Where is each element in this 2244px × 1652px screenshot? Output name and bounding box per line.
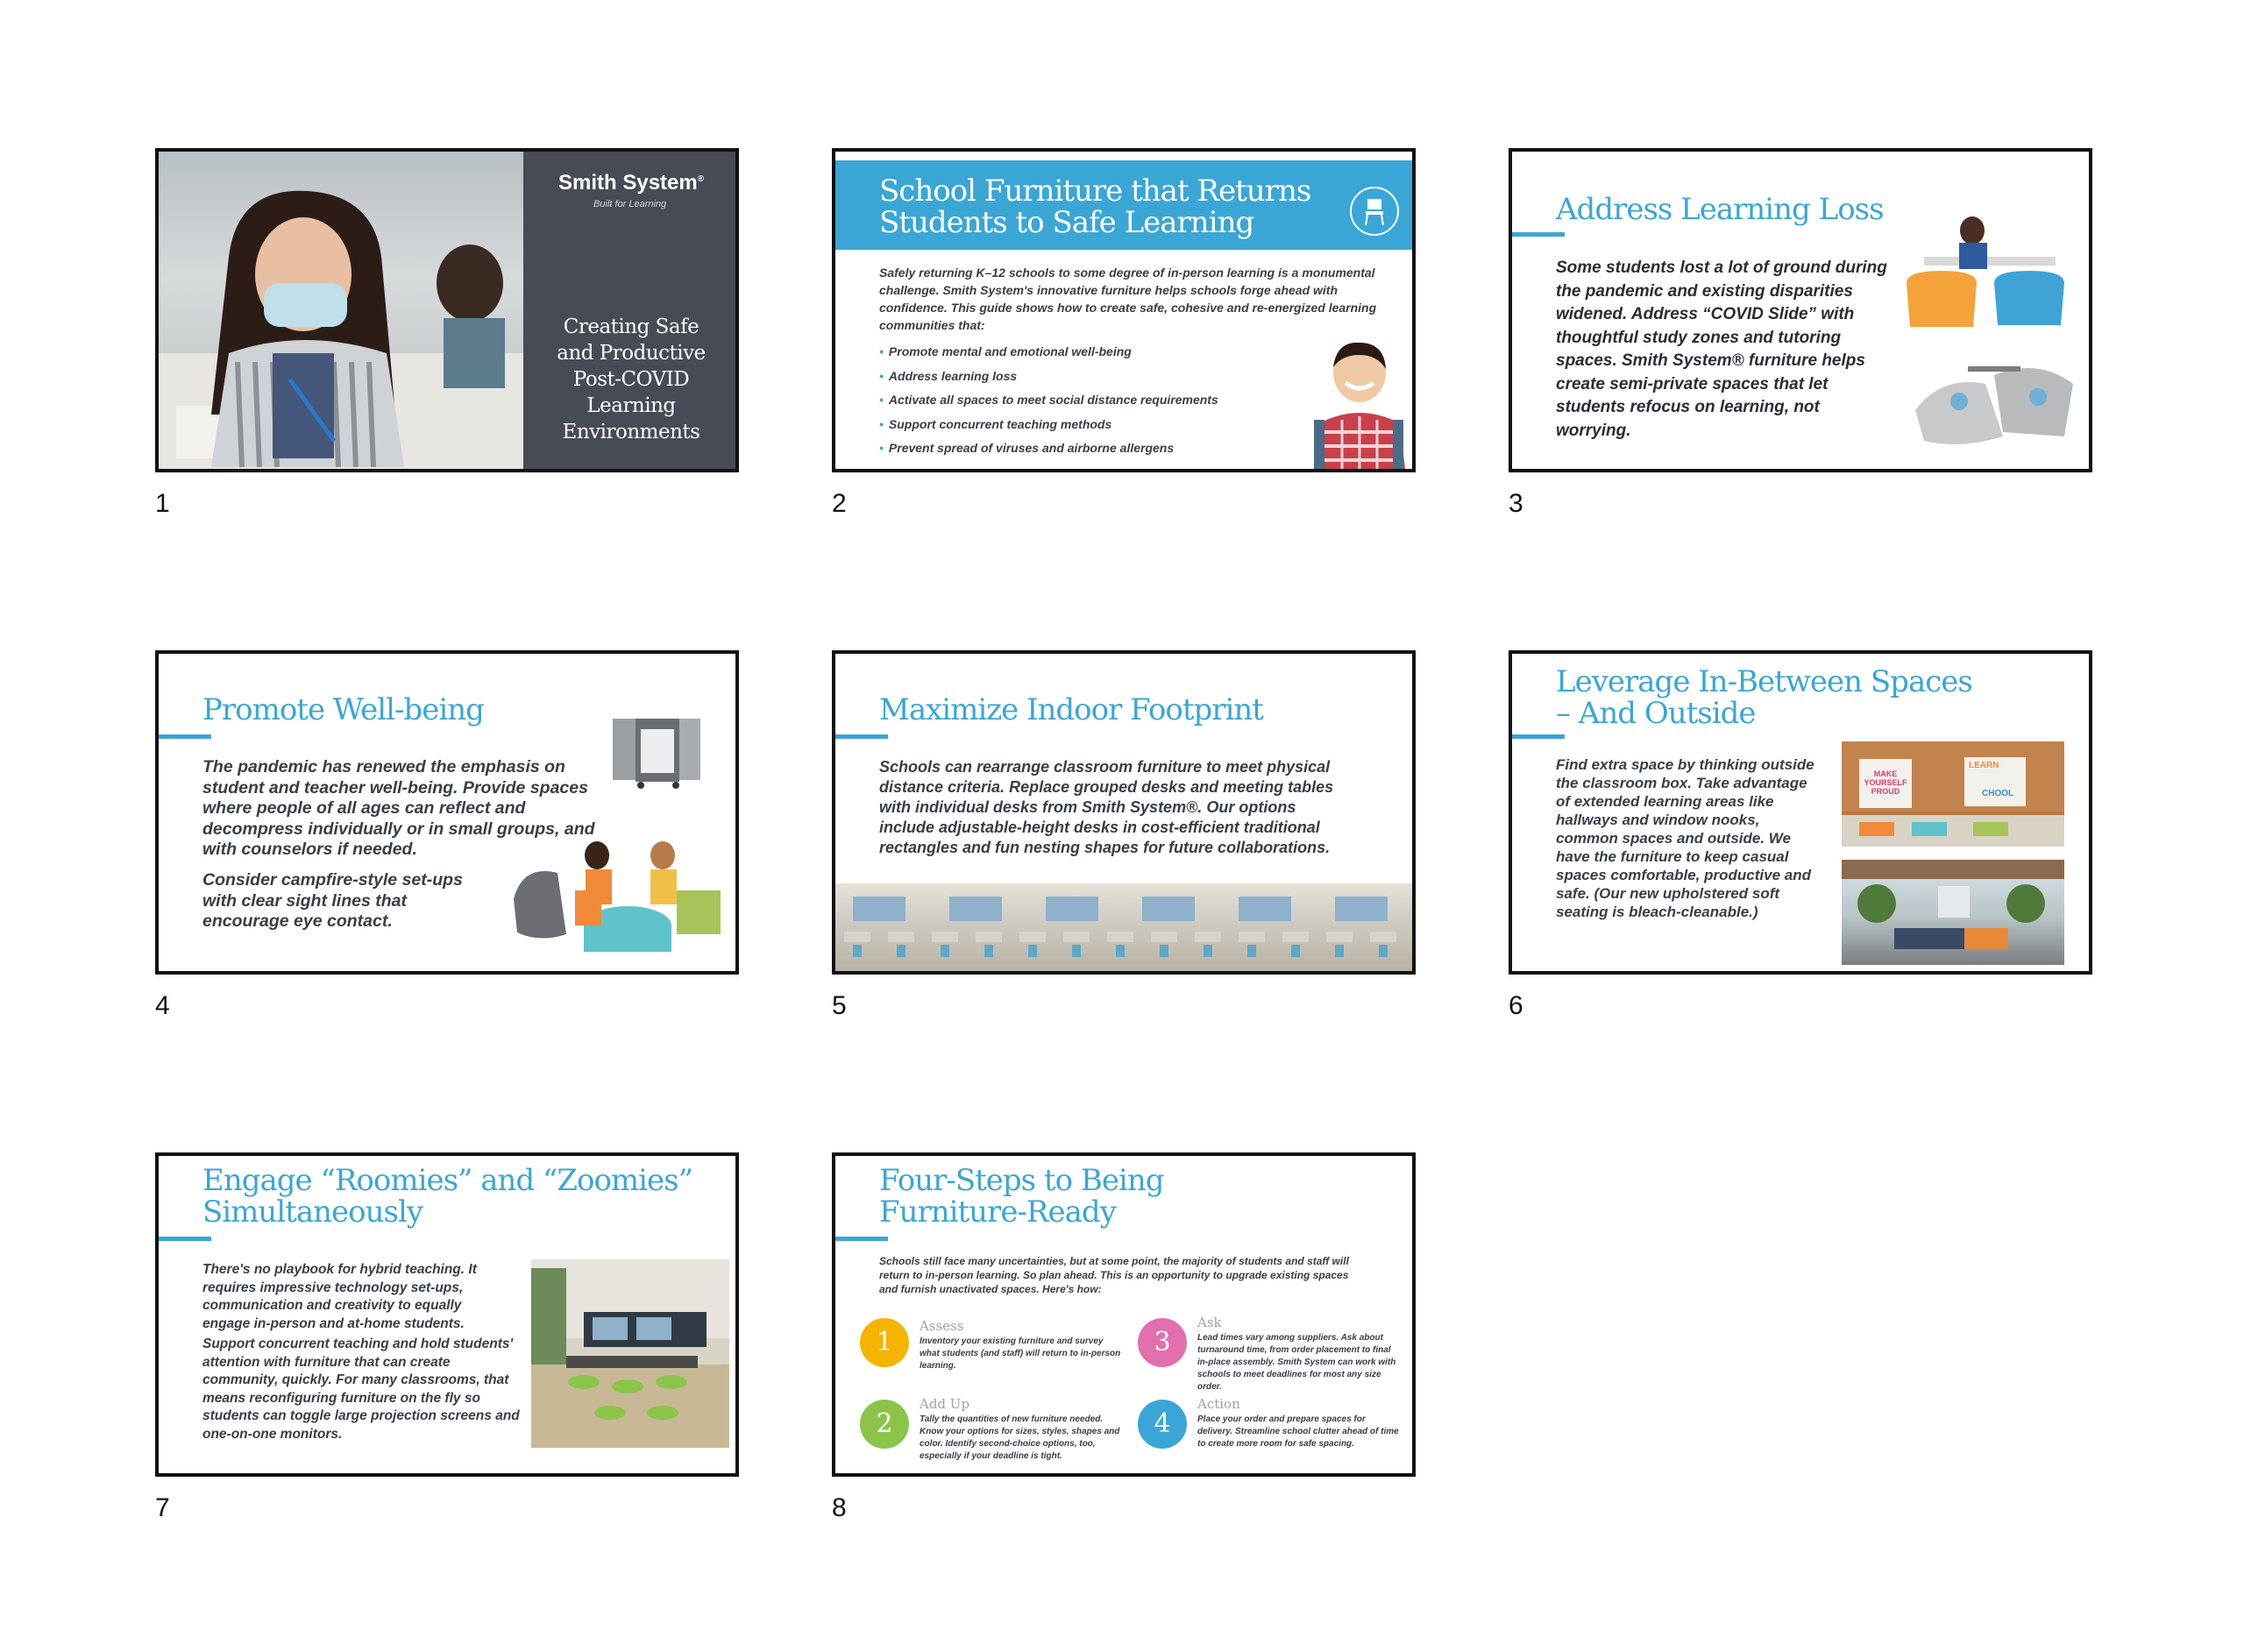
study-desk-photo — [1889, 213, 2091, 336]
step-label: Action — [1197, 1396, 1240, 1412]
chair-icon — [1350, 187, 1399, 236]
slide-number-4: 4 — [155, 991, 170, 1020]
body-text: Some students lost a lot of ground during the pandemic and existing disparities widened. Address “COVID Slide” with thoughtful study zones and tutoring spaces. Smith System® furniture helps create semi-private spaces that let students refocus on learning, not worrying. — [1556, 259, 1887, 440]
wall-sign-text-1: MAKE YOURSELF PROUD — [1864, 769, 1907, 796]
outdoor-space-photo — [1842, 860, 2064, 965]
body-text: Schools can rearrange classroom furniture to meet physical distance criteria. Replace grouped desks and meeting tables with individual desks from Smith System®. Our options include adjustable-height desks in cost-efficient traditional rectangles and fun nesting shapes for future collaborations. — [879, 758, 1334, 856]
step-text: Inventory your existing furniture and survey what students (and staff) will return to in-person learning. — [920, 1336, 1121, 1371]
slide-3[interactable] — [1509, 148, 2092, 472]
slide-title: Maximize Indoor Footprint — [879, 692, 1263, 727]
hybrid-classroom-photo — [531, 1259, 729, 1448]
bullet-item: • Activate all spaces to meet social distance requirements — [879, 393, 1218, 407]
slide-number-8: 8 — [832, 1493, 847, 1522]
slide-title: Promote Well-being — [202, 692, 484, 727]
slide-number-3: 3 — [1509, 489, 1523, 518]
slide-number-1: 1 — [155, 489, 170, 518]
slide-5[interactable] — [832, 650, 1416, 975]
step-text: Tally the quantities of new furniture needed. Know your options for sizes, styles, shapes and color. Identify second-choice options, too, especially if your deadline is tight. — [920, 1414, 1120, 1461]
title-accent-bar — [159, 734, 211, 739]
body-text-2: Support concurrent teaching and hold students' attention with furniture that can create community, quickly. For many classrooms, that means reconfiguring furniture on the fly so students can toggle large projection screens and one-on-one monitors. — [202, 1336, 520, 1442]
step-label: Ask — [1197, 1315, 1222, 1330]
slide-title: Four-Steps to Being Furniture-Ready — [879, 1163, 1164, 1230]
step-4 — [1138, 1396, 1401, 1470]
step-number-badge: 1 — [860, 1318, 909, 1367]
bullet-list — [879, 340, 1218, 461]
slide-number-5: 5 — [832, 991, 847, 1020]
slide-number-7: 7 — [155, 1493, 170, 1522]
bullet-item: • Prevent spread of viruses and airborne allergens — [879, 441, 1175, 455]
slide-1[interactable] — [155, 148, 739, 472]
slide-7[interactable] — [155, 1152, 739, 1477]
intro-text: Safely returning K–12 schools to some degree of in-person learning is a monumental challenge. Smith System's innovative furniture helps schools forge ahead with confidence. This guide shows how to create safe, cohesive and re-energized learning communities that: — [879, 266, 1377, 332]
step-3 — [1138, 1315, 1401, 1397]
body-text-1: There's no playbook for hybrid teaching. It requires impressive technology set-ups, communication and creativity to equally engage in-person and at-home students. — [202, 1262, 477, 1331]
step-text: Place your order and prepare spaces for delivery. Streamline school clutter ahead of time to create more room for safe spacing. — [1197, 1414, 1399, 1449]
title-accent-bar — [835, 734, 888, 739]
bullet-item: • Address learning loss — [879, 368, 1018, 383]
step-text: Lead times vary among suppliers. Ask about turnaround time, from order placement to final in-place assembly. Smith System can work with schools to meet deadlines for most any size order. — [1197, 1333, 1396, 1392]
step-label: Add Up — [920, 1396, 970, 1412]
slide-number-6: 6 — [1509, 991, 1523, 1020]
lounge-seating-photo — [505, 829, 733, 961]
slide-title: Engage “Roomies” and “Zoomies” Simultaneously — [202, 1163, 692, 1230]
storage-cart-photo — [606, 713, 707, 792]
slide-4[interactable] — [155, 650, 739, 975]
title-accent-bar — [1512, 232, 1565, 237]
boy-photo — [1307, 336, 1410, 469]
student-photo — [159, 152, 523, 469]
step-number-badge: 3 — [1138, 1318, 1187, 1367]
title-accent-bar — [835, 1237, 888, 1241]
brand-logo: Smith System® — [558, 171, 705, 195]
slide-8[interactable] — [832, 1152, 1416, 1477]
step-label: Assess — [920, 1318, 964, 1334]
slide-2[interactable] — [832, 148, 1416, 472]
body-text: Find extra space by thinking outside the classroom box. Take advantage of extended learning areas like hallways and window nooks, common spaces and outside. We have the furniture to keep casual spaces comfortable, productive and safe. (Our new upholstered soft seating is bleach-cleanable.) — [1556, 756, 1814, 920]
slide-title: Leverage In-Between Spaces – And Outside — [1556, 664, 1972, 731]
classroom-panorama-photo — [835, 883, 1412, 971]
step-number-badge: 4 — [1138, 1400, 1187, 1449]
slide-6[interactable] — [1509, 650, 2092, 975]
slide-title: Creating Safe and Productive Post-COVID Learning Environments — [557, 316, 706, 443]
bullet-item: • Support concurrent teaching methods — [879, 416, 1112, 431]
slide-title: Address Learning Loss — [1556, 192, 1884, 227]
title-panel — [523, 152, 739, 469]
body-text-1: The pandemic has renewed the emphasis on student and teacher well-being. Provide spaces where people of all ages can reflect and decompress individually or in small groups, and with counselors if needed. — [202, 757, 595, 859]
slide-number-2: 2 — [832, 489, 847, 518]
pod-furniture-photo — [1907, 349, 2082, 454]
brand-tagline: Built for Learning — [593, 199, 667, 209]
title-accent-bar — [159, 1237, 211, 1241]
step-number-badge: 2 — [860, 1400, 909, 1449]
slide-title: School Furniture that Returns Students to Safe Learning — [879, 174, 1311, 240]
step-2 — [860, 1396, 1123, 1470]
step-1 — [860, 1318, 1123, 1388]
title-accent-bar — [1512, 734, 1565, 739]
body-text-2: Consider campfire-style set-ups with clear sight lines that encourage eye contact. — [202, 870, 463, 931]
wall-sign-text-3: CHOOL — [1982, 789, 2014, 798]
learning-commons-photo — [1842, 741, 2064, 847]
bullet-item: • Promote mental and emotional well-being — [879, 344, 1132, 358]
intro-text: Schools still face many uncertainties, but at some point, the majority of students and staff will return to in-person learning. So plan ahead. This is an opportunity to upgrade existing spaces and furnish unactivated spaces. Here's how: — [879, 1255, 1349, 1295]
wall-sign-text-2: LEARN — [1969, 761, 1999, 770]
